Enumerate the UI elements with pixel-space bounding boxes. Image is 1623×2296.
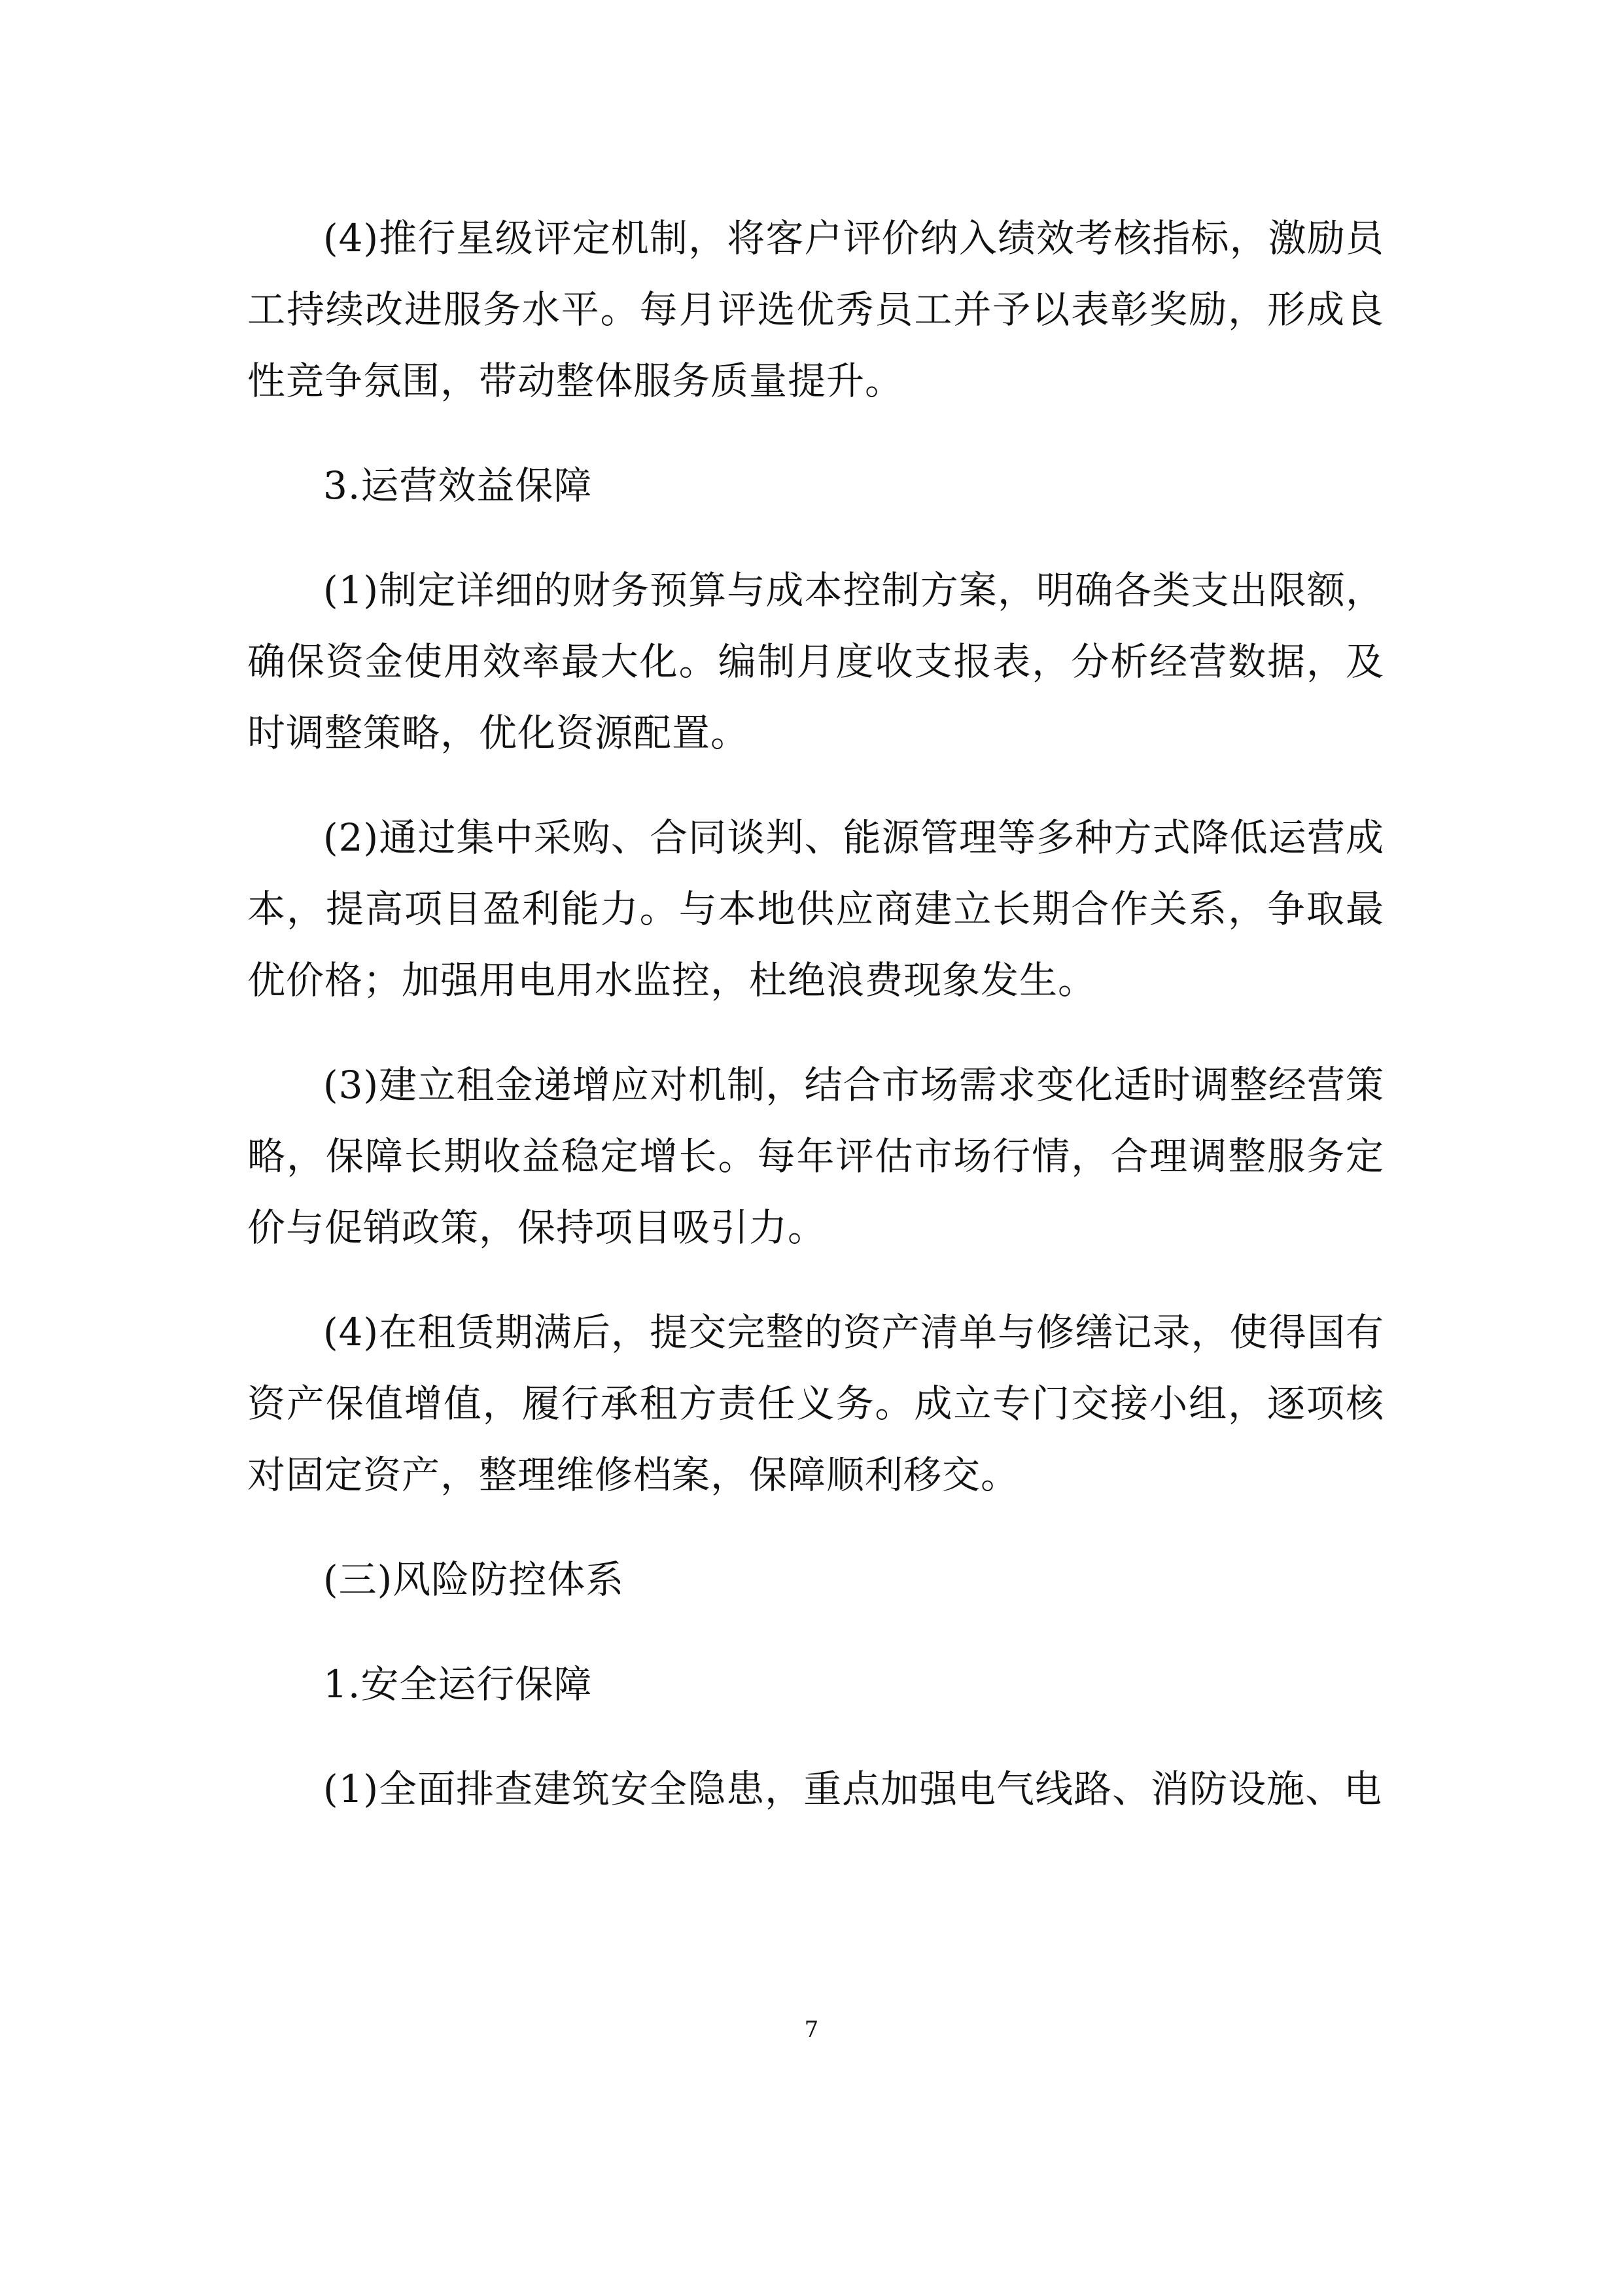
- paragraph-star-rating: (4)推行星级评定机制，将客户评价纳入绩效考核指标，激励员工持续改进服务水平。每月评选优秀员工并予以表彰奖励，形成良性竞争氛围，带动整体服务质量提升。: [247, 216, 1384, 403]
- paragraph-budget-control: (1)制定详细的财务预算与成本控制方案，明确各类支出限额，确保资金使用效率最大化。编制月度收支报表，分析经营数据，及时调整策略，优化资源配置。: [247, 568, 1384, 755]
- paragraph-rent-increase: (3)建立租金递增应对机制，结合市场需求变化适时调整经营策略，保障长期收益稳定增长。每年评估市场行情，合理调整服务定价与促销政策，保持项目吸引力。: [247, 1063, 1384, 1250]
- section-heading-risk-control: (三)风险防控体系: [323, 1557, 625, 1602]
- page-number: 7: [804, 2017, 819, 2043]
- document-body: [247, 203, 1384, 1825]
- paragraph-safety-inspection: (1)全面排查建筑安全隐患，重点加强电气线路、消防设施、电: [323, 1767, 1383, 1811]
- section-heading-safety-operation: 1.安全运行保障: [323, 1662, 593, 1706]
- paragraph-lease-handover: (4)在租赁期满后，提交完整的资产清单与修缮记录，使得国有资产保值增值，履行承租方责任义务。成立专门交接小组，逐项核对固定资产，整理维修档案，保障顺利移交。: [247, 1310, 1384, 1497]
- paragraph-cost-reduction: (2)通过集中采购、合同谈判、能源管理等多种方式降低运营成本，提高项目盈利能力。与本地供应商建立长期合作关系，争取最优价格；加强用电用水监控，杜绝浪费现象发生。: [247, 815, 1384, 1002]
- section-heading-operating-benefit: 3.运营效益保障: [323, 463, 593, 508]
